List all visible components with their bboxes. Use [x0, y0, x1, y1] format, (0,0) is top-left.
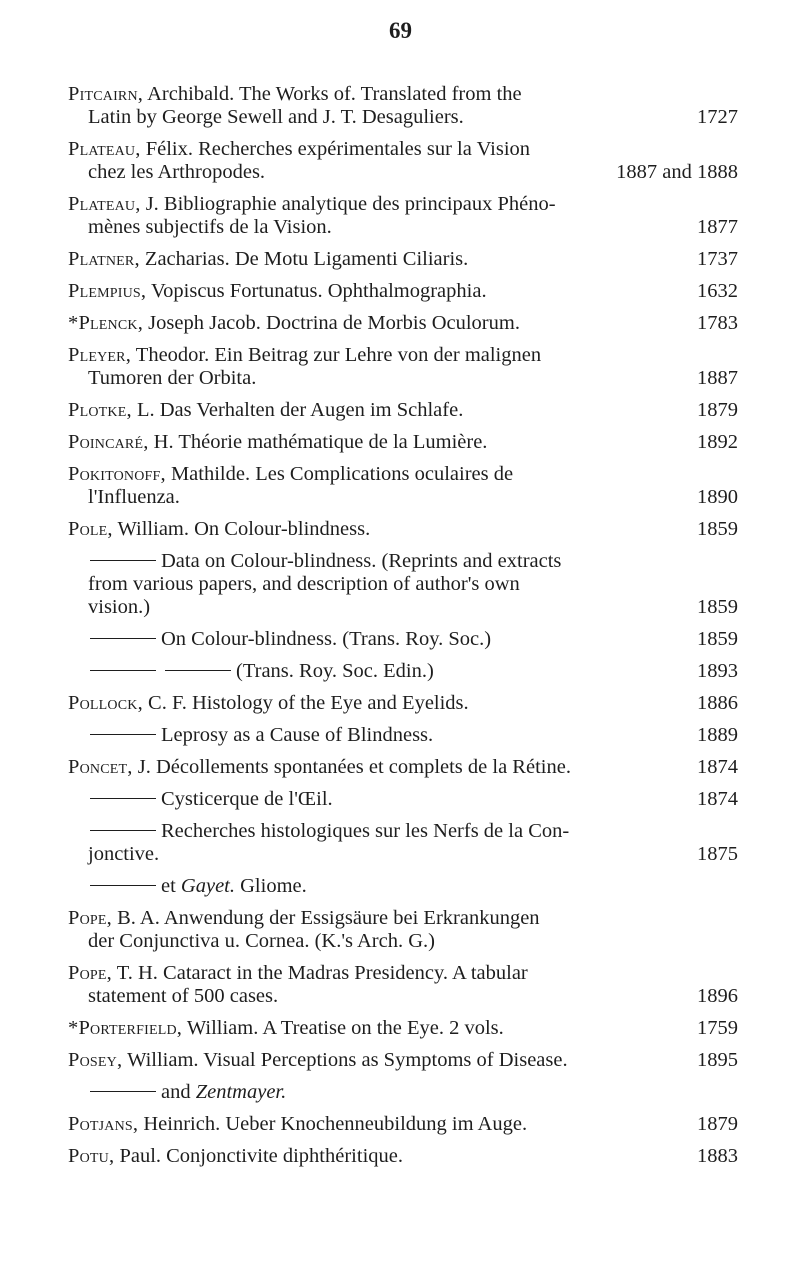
entry-author: Pole, — [68, 518, 113, 540]
entry-text: Leprosy as a Cause of Blindness. — [161, 724, 434, 746]
page-number: 69 — [389, 18, 412, 43]
entry-text: Archibald. The Works of. Translated from the — [147, 83, 522, 105]
entry-line — [68, 962, 738, 985]
ditto-dash — [90, 638, 156, 639]
entry-author: Plempius, — [68, 280, 147, 302]
entry-text: C. F. Histology of the Eye and Eyelids. — [148, 692, 469, 714]
entry-line — [68, 724, 738, 747]
entry-text: Mathilde. Les Complications oculaires de — [170, 463, 514, 485]
entry-line — [68, 463, 738, 486]
bibliography-entry — [68, 692, 738, 715]
bibliography-entry — [68, 660, 738, 683]
entry-author: *Plenck, — [68, 312, 144, 334]
entry-year: 1892 — [697, 431, 738, 453]
entry-line — [68, 692, 738, 715]
entry-continuation — [68, 573, 738, 596]
ditto-dash — [90, 798, 156, 799]
ditto-dash — [90, 734, 156, 735]
entry-author: Potjans, — [68, 1113, 139, 1135]
entry-year: 1859 — [697, 518, 738, 540]
bibliography-entry — [68, 248, 738, 271]
entry-year: 1887 and 1888 — [616, 161, 738, 183]
ditto-dash — [90, 670, 156, 671]
entry-text: Joseph Jacob. Doctrina de Morbis Oculorum. — [148, 312, 520, 334]
ditto-dash — [90, 560, 156, 561]
entry-continuation — [68, 367, 738, 390]
entry-text: jonctive. — [88, 843, 160, 865]
bibliography-entry — [68, 138, 738, 184]
entry-author: Platner, — [68, 248, 140, 270]
entry-year: 1877 — [697, 216, 738, 238]
entry-author: Pope, — [68, 962, 112, 984]
bibliography-entry — [68, 399, 738, 422]
entry-author: Posey, — [68, 1049, 123, 1071]
entry-continuation — [68, 106, 738, 129]
entry-text: William. A Treatise on the Eye. 2 vols. — [186, 1017, 504, 1039]
entry-text: Recherches histologiques sur les Nerfs de la Con- — [161, 820, 570, 842]
entry-line — [68, 820, 738, 843]
entry-text: Félix. Recherches expérimentales sur la Vision — [145, 138, 531, 160]
entry-text: L. Das Verhalten der Augen im Schlafe. — [136, 399, 464, 421]
bibliography-entry — [68, 1049, 738, 1072]
entry-year: 1879 — [697, 399, 738, 421]
entry-coauthor: Gayet. — [180, 875, 235, 897]
entry-text: Paul. Conjonctivite diphthéritique. — [119, 1145, 403, 1167]
entry-text: and — [161, 1081, 191, 1103]
bibliography-entry — [68, 628, 738, 651]
entry-year: 1883 — [697, 1145, 738, 1167]
entry-continuation — [68, 843, 738, 866]
entry-line — [68, 1145, 738, 1168]
entry-line — [68, 280, 738, 303]
entry-year: 1859 — [697, 628, 738, 650]
entry-text: chez les Arthropodes. — [88, 161, 266, 183]
entry-line — [68, 1017, 738, 1040]
entry-text: Heinrich. Ueber Knochenneubildung im Auge. — [143, 1113, 528, 1135]
entry-year: 1896 — [697, 985, 738, 1007]
bibliography-entry — [68, 962, 738, 1008]
entry-line — [68, 628, 738, 651]
entry-author: Pokitonoff, — [68, 463, 166, 485]
ditto-dash — [165, 670, 231, 671]
bibliography-entry — [68, 820, 738, 866]
entry-author: Pollock, — [68, 692, 143, 714]
entry-author: Plotke, — [68, 399, 132, 421]
entry-text: Gliome. — [240, 875, 307, 897]
entry-text: Zacharias. De Motu Ligamenti Ciliaris. — [144, 248, 469, 270]
entry-text: l'Influenza. — [88, 486, 180, 508]
bibliography-entry — [68, 280, 738, 303]
entry-line — [68, 138, 738, 161]
entry-line — [68, 788, 738, 811]
entry-year: 1759 — [697, 1017, 738, 1039]
entry-text: J. Décollements spontanées et complets de la Rétine. — [137, 756, 571, 778]
entry-year: 1783 — [697, 312, 738, 334]
bibliography-entry — [68, 550, 738, 619]
entry-line — [68, 1049, 738, 1072]
entry-text: B. A. Anwendung der Essigsäure bei Erkrankungen — [117, 907, 540, 929]
bibliography-entry — [68, 463, 738, 509]
bibliography-entry — [68, 875, 738, 898]
entry-year: 1727 — [697, 106, 738, 128]
entry-text: Tumoren der Orbita. — [88, 367, 257, 389]
bibliography-entry — [68, 1113, 738, 1136]
entry-continuation — [68, 486, 738, 509]
bibliography-entry — [68, 1017, 738, 1040]
bibliography-entry — [68, 193, 738, 239]
entry-line — [68, 756, 738, 779]
entry-text: On Colour-blindness. (Trans. Roy. Soc.) — [161, 628, 492, 650]
bibliography-entry — [68, 724, 738, 747]
bibliography-list — [68, 83, 738, 1177]
entry-line — [68, 1113, 738, 1136]
entry-year: 1887 — [697, 367, 738, 389]
entry-year: 1889 — [697, 724, 738, 746]
entry-text: William. On Colour-blindness. — [117, 518, 371, 540]
bibliography-entry — [68, 83, 738, 129]
entry-text: Theodor. Ein Beitrag zur Lehre von der malignen — [135, 344, 542, 366]
entry-year: 1874 — [697, 756, 738, 778]
entry-line — [68, 907, 738, 930]
entry-year: 1737 — [697, 248, 738, 270]
entry-year: 1895 — [697, 1049, 738, 1071]
entry-continuation — [68, 985, 738, 1008]
entry-text: mènes subjectifs de la Vision. — [88, 216, 332, 238]
entry-text: H. Théorie mathématique de la Lumière. — [153, 431, 488, 453]
entry-author: Pitcairn, — [68, 83, 144, 105]
entry-continuation — [68, 161, 738, 184]
entry-line — [68, 518, 738, 541]
entry-line — [68, 344, 738, 367]
entry-line — [68, 312, 738, 335]
ditto-dash — [90, 830, 156, 831]
entry-year: 1875 — [697, 843, 738, 865]
entry-line — [68, 248, 738, 271]
bibliography-entry — [68, 756, 738, 779]
entry-text: Cysticerque de l'Œil. — [161, 788, 333, 810]
entry-line — [68, 660, 738, 683]
entry-author: Potu, — [68, 1145, 115, 1167]
entry-author: Plateau, — [68, 138, 141, 160]
entry-line — [68, 83, 738, 106]
entry-author: *Porterfield, — [68, 1017, 183, 1039]
entry-continuation — [68, 216, 738, 239]
entry-text: J. Bibliographie analytique des principaux Phéno- — [145, 193, 556, 215]
entry-line — [68, 193, 738, 216]
entry-continuation — [68, 596, 738, 619]
entry-text: Data on Colour-blindness. (Reprints and extracts — [161, 550, 562, 572]
ditto-dash — [90, 885, 156, 886]
entry-author: Pleyer, — [68, 344, 132, 366]
entry-line — [68, 550, 738, 573]
entry-line — [68, 1081, 738, 1104]
entry-text: T. H. Cataract in the Madras Presidency. A tabular — [116, 962, 528, 984]
entry-text: William. Visual Perceptions as Symptoms of Disease. — [127, 1049, 568, 1071]
bibliography-entry — [68, 1145, 738, 1168]
entry-year: 1886 — [697, 692, 738, 714]
bibliography-entry — [68, 1081, 738, 1104]
entry-text: Latin by George Sewell and J. T. Desaguliers. — [88, 106, 464, 128]
entry-line — [68, 399, 738, 422]
bibliography-entry — [68, 344, 738, 390]
entry-text: Vopiscus Fortunatus. Ophthalmographia. — [151, 280, 487, 302]
entry-continuation — [68, 930, 738, 953]
entry-year: 1859 — [697, 596, 738, 618]
entry-year: 1632 — [697, 280, 738, 302]
entry-author: Poincaré, — [68, 431, 149, 453]
ditto-dash — [90, 1091, 156, 1092]
bibliography-entry — [68, 518, 738, 541]
entry-coauthor: Zentmayer. — [195, 1081, 287, 1103]
entry-author: Plateau, — [68, 193, 141, 215]
entry-year: 1890 — [697, 486, 738, 508]
entry-line — [68, 431, 738, 454]
entry-year: 1879 — [697, 1113, 738, 1135]
entry-text: (Trans. Roy. Soc. Edin.) — [236, 660, 434, 682]
entry-text: der Conjunctiva u. Cornea. (K.'s Arch. G.) — [88, 930, 435, 952]
entry-text: statement of 500 cases. — [88, 985, 279, 1007]
entry-text: et — [161, 875, 176, 897]
bibliography-entry — [68, 907, 738, 953]
entry-year: 1874 — [697, 788, 738, 810]
entry-text: from various papers, and description of author's own — [88, 573, 520, 595]
bibliography-entry — [68, 431, 738, 454]
entry-line — [68, 875, 738, 898]
entry-author: Poncet, — [68, 756, 133, 778]
entry-text: vision.) — [88, 596, 151, 618]
entry-year: 1893 — [697, 660, 738, 682]
entry-author: Pope, — [68, 907, 112, 929]
bibliography-entry — [68, 312, 738, 335]
bibliography-entry — [68, 788, 738, 811]
